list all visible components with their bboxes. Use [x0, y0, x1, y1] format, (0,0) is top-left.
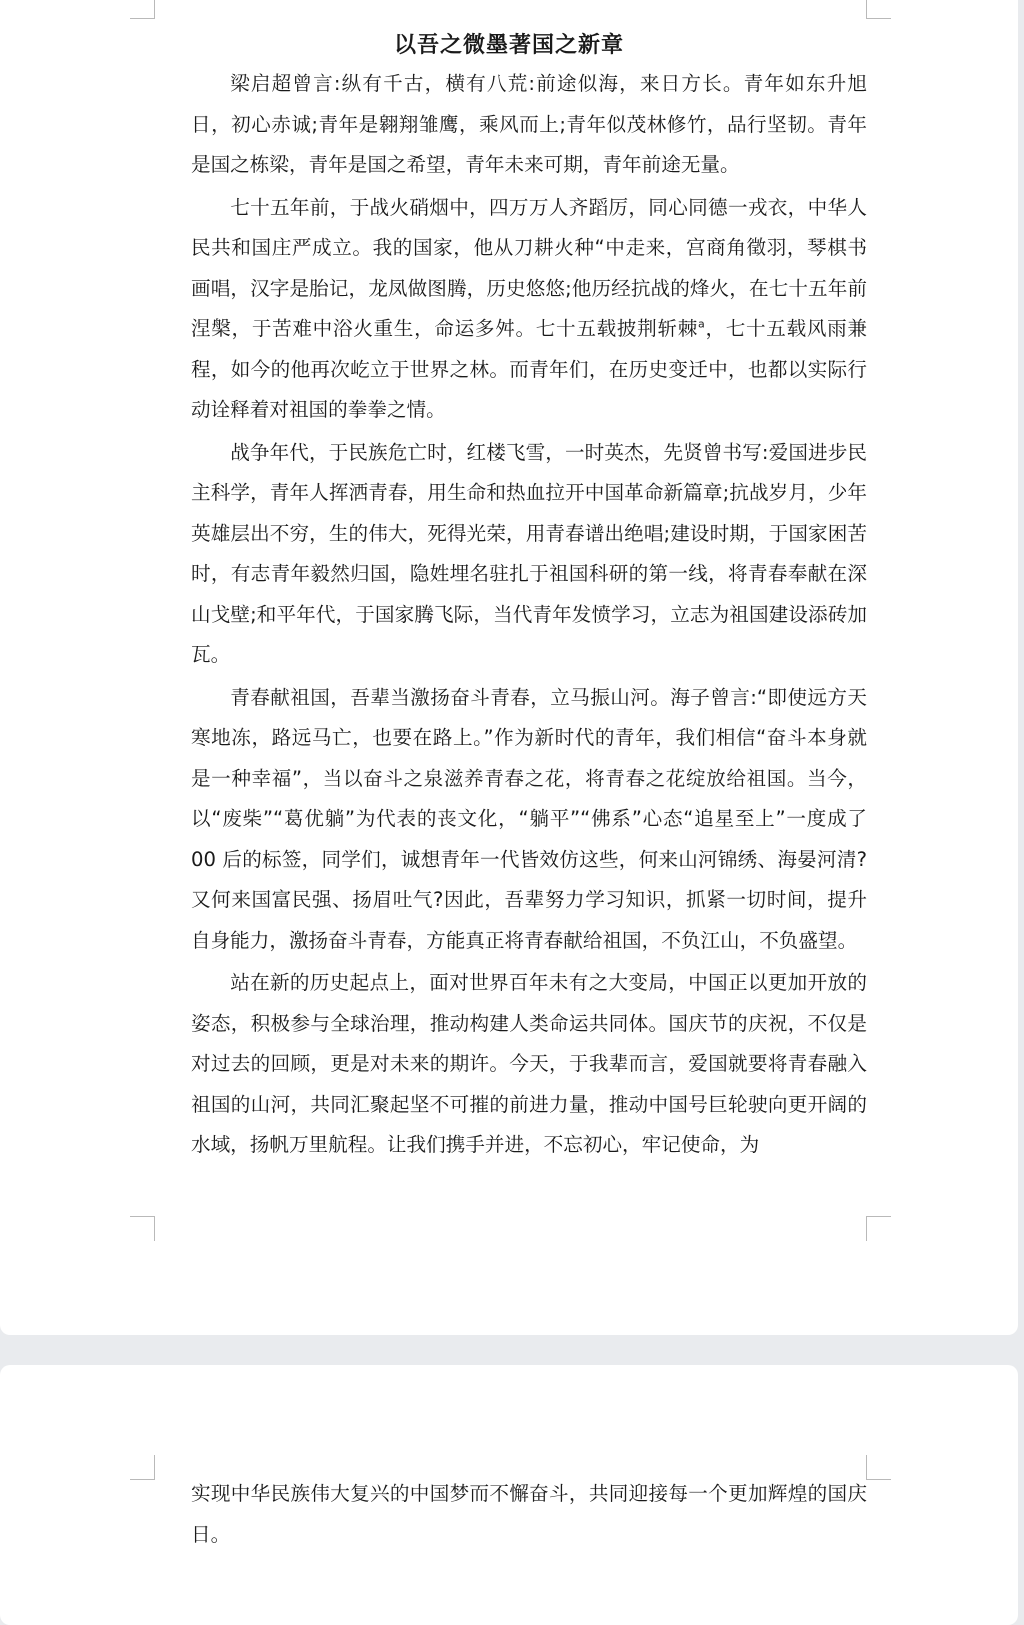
margin-mark-top-left — [130, 0, 155, 19]
paragraph-5: 站在新的历史起点上，面对世界百年未有之大变局，中国正以更加开放的姿态，积极参与全球治理，推动构建人类命运共同体。国庆节的庆祝，不仅是对过去的回顾，更是对未来的期许。今天，于我辈而言，爱国就要将青春融入祖国的山河，共同汇聚起坚不可摧的前进力量，推动中国号巨轮驶向更开阔的水域，扬帆万里航程。让我们携手并进，不忘初心，牢记使命，为 — [191, 971, 867, 1156]
margin-mark-top-right — [866, 0, 891, 19]
paragraph-2-tail: ，七十五载风雨兼程，如今的他再次屹立于世界之林。而青年们，在历史变迁中，也都以实际行动诠释着对祖国的拳拳之情。 — [191, 317, 868, 421]
footnote-mark: a — [698, 317, 705, 331]
margin-mark-top-right — [866, 1455, 891, 1480]
paragraph-4: 青春献祖国，吾辈当激扬奋斗青春，立马振山河。海子曾言:“即使远方天寒地冻，路远马亡，也要在路上。”作为新时代的青年，我们相信“奋斗本身就是一种幸福”，当以奋斗之泉滋养青春之花，将青春之花绽放给祖国。当今，以“废柴”“葛优躺”为代表的丧文化，“躺平”“佛系”心态“追星至上”一度成了 00 后的标签，同学们，诚想青年一代皆效仿这些，何来山河锦绣、海晏河清?又何来国富民强、扬眉吐气?因此，吾辈努力学习知识，抓紧一切时间，提升自身能力，激扬奋斗青春，方能真正将青春献给祖国，不负江山，不负盛望。 — [191, 685, 867, 952]
document-page-2 — [0, 1365, 1018, 1625]
margin-mark-bottom-left — [130, 1216, 155, 1241]
paragraph-2 — [191, 188, 867, 431]
page-2-paragraph: 实现中华民族伟大复兴的中国梦而不懈奋斗，共同迎接每一个更加辉煌的国庆日。 — [191, 1482, 867, 1546]
paragraph-3: 战争年代，于民族危亡时，红楼飞雪，一时英杰，先贤曾书写:爱国进步民主科学，青年人挥洒青春，用生命和热血拉开中国革命新篇章;抗战岁月，少年英雄层出不穷，生的伟大，死得光荣，用青春谱出绝唱;建设时期，于国家困苦时，有志青年毅然归国，隐姓埋名驻扎于祖国科研的第一线，将青春奉献在深山戈壁;和平年代，于国家腾飞际，当代青年发愤学习，立志为祖国建设添砖加瓦。 — [191, 440, 867, 666]
paragraph-1: 梁启超曾言:纵有千古，横有八荒:前途似海，来日方长。青年如东升旭日，初心赤诚;青年是翱翔雏鹰，乘风而上;青年似茂林修竹，品行坚韧。青年是国之栋梁，青年是国之希望，青年未来可期，青年前途无量。 — [191, 72, 867, 176]
document-title: 以吾之微墨著国之新章 — [393, 33, 624, 58]
margin-mark-bottom-right — [866, 1216, 891, 1241]
document-body — [191, 64, 867, 1168]
paragraph-2-text: 七十五年前，于战火硝烟中，四万万人齐蹈厉，同心同德一戎衣，中华人民共和国庄严成立。我的国家，他从刀耕火种“中走来，宫商角徵羽，琴棋书画唱，汉字是胎记，龙凤做图腾，历史悠悠;他历经抗战的烽火，在七十五年前涅槃，于苦难中浴火重生，命运多舛。七十五载披荆斩棘 — [191, 195, 867, 340]
margin-mark-top-left — [130, 1455, 155, 1480]
